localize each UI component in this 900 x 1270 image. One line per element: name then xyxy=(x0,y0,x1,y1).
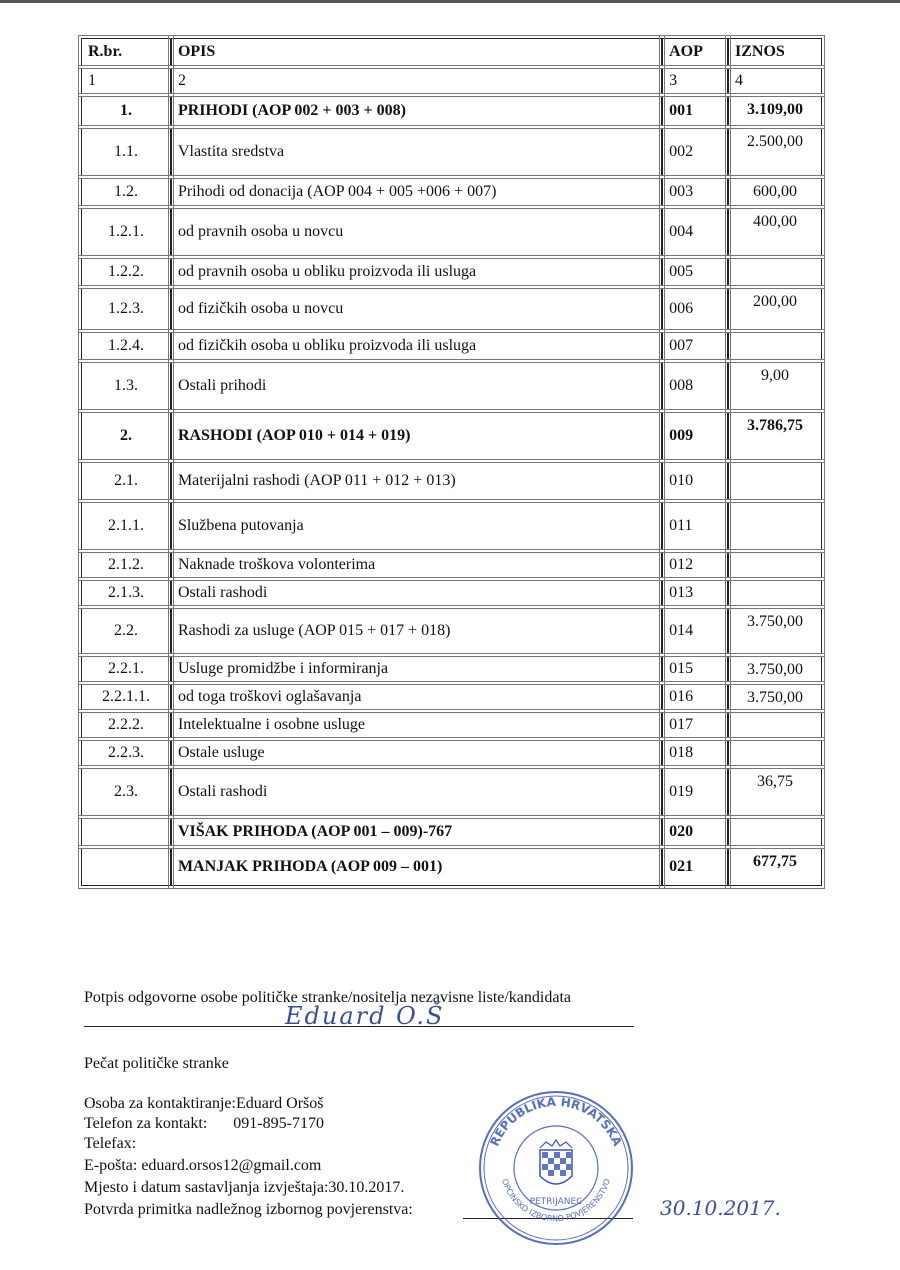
row-aop: 010 xyxy=(662,462,728,500)
table-row xyxy=(81,288,822,330)
row-aop: 005 xyxy=(662,258,728,286)
row-opis: MANJAK PRIHODA (AOP 009 – 001) xyxy=(171,848,662,886)
table-row xyxy=(81,818,822,846)
table-row xyxy=(81,552,822,578)
header-aop: AOP xyxy=(662,38,728,66)
row-aop: 003 xyxy=(662,178,728,206)
row-iznos xyxy=(728,552,822,578)
row-aop: 013 xyxy=(662,580,728,606)
row-iznos: 400,00 xyxy=(728,208,822,256)
row-aop: 015 xyxy=(662,656,728,682)
table-row xyxy=(81,208,822,256)
row-rbr: 2.1.1. xyxy=(81,502,171,550)
row-rbr: 2.2. xyxy=(81,608,171,654)
place-date-value: 30.10.2017. xyxy=(328,1179,405,1196)
row-opis: od fizičkih osoba u novcu xyxy=(171,288,662,330)
table-row xyxy=(81,362,822,410)
row-aop: 004 xyxy=(662,208,728,256)
colnum-3: 3 xyxy=(662,68,728,94)
row-aop: 016 xyxy=(662,684,728,710)
row-rbr: 1. xyxy=(81,96,171,126)
signature-handwriting: Eduard O.Š xyxy=(285,1002,445,1030)
table-row xyxy=(81,412,822,460)
row-aop: 001 xyxy=(662,96,728,126)
table-row xyxy=(81,96,822,126)
row-opis: Ostale usluge xyxy=(171,740,662,766)
row-iznos: 3.750,00 xyxy=(728,656,822,682)
row-rbr: 1.2.3. xyxy=(81,288,171,330)
table-row xyxy=(81,848,822,886)
row-iznos: 3.786,75 xyxy=(728,412,822,460)
stamp-outer-text: REPUBLIKA HRVATSKA xyxy=(487,1094,625,1149)
row-opis: Službena putovanja xyxy=(171,502,662,550)
table-row xyxy=(81,656,822,682)
row-aop: 002 xyxy=(662,128,728,176)
row-opis: Ostali rashodi xyxy=(171,768,662,816)
place-date-line xyxy=(84,1178,404,1198)
row-rbr: 2.2.3. xyxy=(81,740,171,766)
contact-label: Osoba za kontaktiranje: xyxy=(84,1095,236,1112)
row-rbr: 2.2.1. xyxy=(81,656,171,682)
row-iznos: 677,75 xyxy=(728,848,822,886)
fax-line xyxy=(84,1134,136,1154)
table-row xyxy=(81,740,822,766)
row-opis: Naknade troškova volonterima xyxy=(171,552,662,578)
financial-report-table xyxy=(81,38,822,886)
email-line xyxy=(84,1156,321,1176)
row-rbr xyxy=(81,848,171,886)
row-rbr: 1.2.2. xyxy=(81,258,171,286)
row-rbr: 2.1. xyxy=(81,462,171,500)
row-rbr: 2.2.2. xyxy=(81,712,171,738)
row-opis: od pravnih osoba u obliku proizvoda ili usluga xyxy=(171,258,662,286)
table-row xyxy=(81,768,822,816)
table-row xyxy=(81,178,822,206)
receipt-line xyxy=(84,1200,413,1220)
colnum-1: 1 xyxy=(81,68,171,94)
row-iznos xyxy=(728,332,822,360)
row-aop: 009 xyxy=(662,412,728,460)
receipt-label: Potvrda primitka nadležnog izbornog povjerenstva: xyxy=(84,1201,413,1218)
row-iznos: 3.750,00 xyxy=(728,608,822,654)
table-row xyxy=(81,580,822,606)
receipt-handwritten-date: 30.10.2017. xyxy=(660,1196,781,1220)
row-aop: 006 xyxy=(662,288,728,330)
row-opis: Usluge promidžbe i informiranja xyxy=(171,656,662,682)
scan-top-edge xyxy=(0,0,900,3)
row-iznos: 600,00 xyxy=(728,178,822,206)
colnum-4: 4 xyxy=(728,68,822,94)
contact-line xyxy=(84,1094,324,1114)
row-opis: Ostali rashodi xyxy=(171,580,662,606)
column-number-row xyxy=(81,68,822,94)
row-aop: 007 xyxy=(662,332,728,360)
row-opis: Prihodi od donacija (AOP 004 + 005 +006 + 007) xyxy=(171,178,662,206)
table-row xyxy=(81,258,822,286)
stamp-label: Pečat političke stranke xyxy=(84,1055,229,1072)
row-rbr: 2.3. xyxy=(81,768,171,816)
row-aop: 018 xyxy=(662,740,728,766)
row-iznos: 2.500,00 xyxy=(728,128,822,176)
header-opis: OPIS xyxy=(171,38,662,66)
row-opis: Rashodi za usluge (AOP 015 + 017 + 018) xyxy=(171,608,662,654)
row-opis: RASHODI (AOP 010 + 014 + 019) xyxy=(171,412,662,460)
row-opis: Intelektualne i osobne usluge xyxy=(171,712,662,738)
row-opis: od pravnih osoba u novcu xyxy=(171,208,662,256)
stamp-inner-text: OPĆINSKO IZBORNO POVJERENSTVO xyxy=(500,1177,612,1224)
header-row xyxy=(81,38,822,66)
phone-label: Telefon za kontakt: xyxy=(84,1115,208,1132)
row-rbr: 1.2.1. xyxy=(81,208,171,256)
table-row xyxy=(81,684,822,710)
table-row xyxy=(81,502,822,550)
table-row xyxy=(81,462,822,500)
stamp-place-text: PETRIJANEC xyxy=(529,1197,583,1207)
email-value: eduard.orsos12@gmail.com xyxy=(141,1157,322,1174)
row-aop: 008 xyxy=(662,362,728,410)
row-rbr: 1.3. xyxy=(81,362,171,410)
row-iznos xyxy=(728,740,822,766)
row-opis: Materijalni rashodi (AOP 011 + 012 + 013) xyxy=(171,462,662,500)
signature-label: Potpis odgovorne osobe političke stranke/nositelja nezavisne liste/kandidata xyxy=(84,989,571,1006)
phone-value: 091-895-7170 xyxy=(233,1115,324,1132)
row-iznos: 3.109,00 xyxy=(728,96,822,126)
contact-value: Eduard Oršoš xyxy=(235,1095,324,1112)
header-rbr: R.br. xyxy=(81,38,171,66)
row-aop: 019 xyxy=(662,768,728,816)
place-date-label: Mjesto i datum sastavljanja izvještaja: xyxy=(84,1179,329,1196)
row-rbr: 2.1.3. xyxy=(81,580,171,606)
row-opis: Ostali prihodi xyxy=(171,362,662,410)
email-label: E-pošta: xyxy=(84,1157,138,1174)
row-rbr: 2. xyxy=(81,412,171,460)
row-aop: 020 xyxy=(662,818,728,846)
row-iznos xyxy=(728,712,822,738)
header-iznos: IZNOS xyxy=(728,38,822,66)
row-opis: Vlastita sredstva xyxy=(171,128,662,176)
row-rbr: 1.1. xyxy=(81,128,171,176)
row-opis: od toga troškovi oglašavanja xyxy=(171,684,662,710)
row-opis: PRIHODI (AOP 002 + 003 + 008) xyxy=(171,96,662,126)
row-aop: 011 xyxy=(662,502,728,550)
row-iznos xyxy=(728,462,822,500)
row-opis: od fizičkih osoba u obliku proizvoda ili usluga xyxy=(171,332,662,360)
row-iznos xyxy=(728,818,822,846)
row-iznos: 3.750,00 xyxy=(728,684,822,710)
row-iznos: 200,00 xyxy=(728,288,822,330)
row-iznos xyxy=(728,580,822,606)
row-rbr: 2.1.2. xyxy=(81,552,171,578)
row-aop: 017 xyxy=(662,712,728,738)
row-iznos: 9,00 xyxy=(728,362,822,410)
stamp-coat-of-arms-icon xyxy=(540,1140,572,1184)
phone-line xyxy=(84,1114,324,1134)
row-iznos xyxy=(728,502,822,550)
fax-label: Telefax: xyxy=(84,1135,137,1152)
table-row xyxy=(81,332,822,360)
row-iznos: 36,75 xyxy=(728,768,822,816)
row-rbr xyxy=(81,818,171,846)
colnum-2: 2 xyxy=(171,68,662,94)
signature-line xyxy=(84,1026,634,1027)
row-rbr: 2.2.1.1. xyxy=(81,684,171,710)
row-rbr: 1.2.4. xyxy=(81,332,171,360)
table-row xyxy=(81,608,822,654)
row-rbr: 1.2. xyxy=(81,178,171,206)
row-aop: 012 xyxy=(662,552,728,578)
row-aop: 021 xyxy=(662,848,728,886)
official-stamp xyxy=(476,1088,636,1248)
table-row xyxy=(81,128,822,176)
row-aop: 014 xyxy=(662,608,728,654)
row-opis: VIŠAK PRIHODA (AOP 001 – 009)-767 xyxy=(171,818,662,846)
table-row xyxy=(81,712,822,738)
row-iznos xyxy=(728,258,822,286)
